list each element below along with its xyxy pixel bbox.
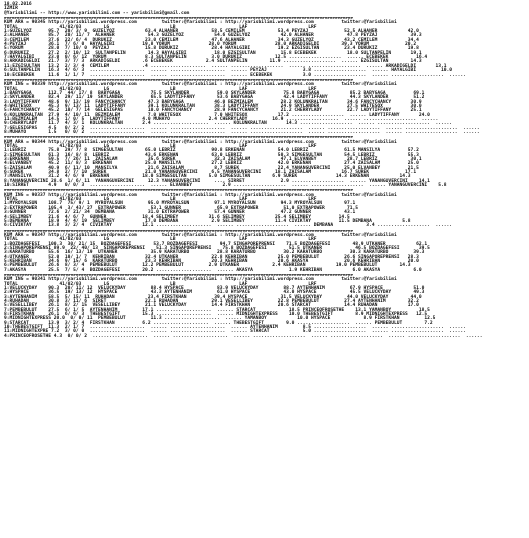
horse-row: 2:EXTRAPOWER 105.4 3/ 43/ 27 EXTRAPOWER 53.1 GUNNER 65.9 EXTRAPOWER 51.0 EXTRAPOWER 71.5	[4, 205, 359, 211]
horse-row: 8:ARKADIGELDI 21.7 3/ 7/ 3 ARKADIGELDI .6 ECEBEKEK 2.4 SULTANPELIN 11.9 ................... ...... EZGISULTAN 14.3	[4, 59, 422, 65]
horse-row: 3:CEMILEM 37.6 22/ 6/ 4 DURUKIZ 23.0 CEMILEM 47.6 ALHANER 34.3 GUZELYOZ 43.2 CEMILEM 34.4	[4, 37, 419, 43]
horse-row: 3:ERKENAN 59.5 7/ 26/ 11 ZAISALAM 35.6 SUREK 32.3 ZAISALAM 47.1 ELVANBEY 28.7 LEBRIZ 30.1	[4, 157, 422, 163]
horse-row: 4:PRINCEOFROSETHE 4.3 0/ 0/ 2 .................... ...... .................... ...... ................... ...... ................... ...... ................... ......	[4, 333, 483, 339]
horse-row: 3:AYTENHANIM 58.5 5/ 15/ 11 RUHADAN 23.4 FIRSTKHAN 39.4 HYSPACE 31.5 VELUCKYDAY 44.0 VELUCKYDAY 44.0	[4, 294, 422, 300]
race-section	[4, 79, 525, 135]
horse-row: 4:RUHADAN 30.8 3/ 11/ 6 SIRET 22.1 RUHADAN 29.1 VESELLIBEY 22.8 PEMBEBULUT 27.4 AYTENHANIM 32.2	[4, 299, 419, 305]
race-header: KUM ARA = 90347 http://yarisbilimi.wordpress.com twitter:@Yarisbilimi : http://yarisbilimi.wordpress.com twitter:@Yarisbilimi	[4, 232, 397, 238]
horse-row: 1:LEBRIZ 75.8 29/ 7/ 8 SIMGESULTAN 65.0 LEBRIZ 90.8 ERKENAN 54.0 LEBRIZ 61.5 MANSILYA 57.2	[4, 148, 419, 154]
race-header: KUM ARA = 90344 http://yarisbilimi.wordpress.com twitter:@Yarisbilimi : http://yarisbilimi.wordpress.com twitter:@Yarisbilimi	[4, 139, 397, 145]
horse-row: 3:KARATURBO 55.6 16/ 13/ 19 UTKANER 35.9 KARATURBO 28.8 KARATURBO 30.2 KARATURBO 30.3 KARATURBO 39.3	[4, 250, 425, 256]
horse-row: 2:SIMGESULTAN 61.3 16/ 8/ 8 LEBRIZ 43.6 ERKENAN 63.0 LEBRIZ 50.3 SIMGESULTAN 54.5 LEBRIZ 55.3	[4, 152, 419, 158]
horse-row: 8:MUHAYO 1.5 0/ 0/ 2 .................... ...... .................... ...... ................... ...... ................... ...... ................... ......	[4, 129, 480, 135]
horse-row: 10:SIRRET 4.9 0/ 0/ 3 .................... ...... ELVANBEY 2.9 ................... ...... ................... ...... YANANGUVERCINI 5.8	[4, 183, 447, 189]
section-separator: ########################################################################################################################################	[4, 17, 353, 22]
horse-row: 4:UTKANER 52.0 10/ 1/ 7 KEHRIBAN 32.4 UTKANER 22.8 KEHRIBAN 25.0 PEMBEBULUT 26.6 SINGAPOREPRENSI 28.3	[4, 254, 419, 260]
horse-row: 2:ALHANER 85.7 20/ 11/ 7 ALHANER 54.3 GUZELYOZ 54.6 GUZELYOZ 42.0 ALHANER 47.8 PEYZAJ 39.3	[4, 33, 422, 39]
column-header: TOTAL 41/02/03 LG LB LAF LRF	[4, 86, 317, 92]
horse-row: 1:BABYGAGA 112.7 44/ 17/ 8 BABYGAGA 75.5 SKYLANDER 59.0 SKYLANDER 75.8 BABYGAGA 85.2 BABYGAGA 69.1	[4, 90, 425, 96]
horse-row: 11:BEZMIALEM 14.5 1/ 0/ 5 LADYTIFFANY 4.0 MUHAYO 2.4 CHERRYLADY 16.9 ................... ...... ................... ......	[4, 116, 439, 122]
report-date: 18.02.2016	[4, 2, 32, 7]
horse-row: 2:HYSPACE 36.5 19/ 13/ 12 HYSPACE 43.3 AYTENHANIM 61.0 HYSPACE 43.0 HYSPACE 45.5 VELUCKYDAY 49.3	[4, 290, 425, 296]
race-header: KUM ING = 90337 http://yarisbilimi.wordpress.com twitter:@Yarisbilimi : http://yarisbilimi.wordpress.com twitter:@Yarisbilimi	[4, 192, 397, 198]
horse-row: 4:WHITESOX 45.3 9/ 13/ 11 LADYTIFFANY 39.1 KOLUNKRALTAN 38.3 LADYTIFFANY 24.9 SKYLANDER 27.5 WHITESOX 30.0	[4, 103, 422, 109]
horse-row: 4:PEYZAJ 36.1 7/ 6/ 0 HAYALGIBI 19.8 YORUM 28.0 YORUM 28.0 ARKADIGELDI 39.3 YORUM 20.2	[4, 42, 417, 48]
horse-row: 3:LADYTIFFANY 48.6 9/ 13/ 19 FANCYCHANCY 47.3 BABYGAGA 46.0 BEZMIALEM 28.2 KOLUNKRALTAN 34.6 FANCYCHANCY 30.9	[4, 99, 422, 105]
horse-row: 5:VESELLIBEY 26.1 8/ 2/ 15 VESELLIBEY 21.1 VELUCKYDAY 14.4 FIRSTKHAN 20.6 STARCAT 14.4 RUHADAN 17.0	[4, 303, 419, 309]
horse-row: 2:SINGAPOREPRENSI 89.9 22/ 40/ 13 SINGAPOREPRENSI 51.3 SINGAPOREPRENSI 75.8 BOZDAGEFESI 51.5 UTKANER 46.5 BOZDAGEFESI 39.5	[4, 245, 430, 251]
column-header: TOTAL 41/02/03 LG LB LAF LRF	[4, 197, 317, 203]
race-section	[4, 17, 525, 78]
race-section	[4, 189, 525, 228]
horse-row: 10:ECEBEKEK 11.6 1/ 1/ 7 .................... ...... .................... ...... ECEBEKEK 3.0 ................... ...... ................... ......	[4, 72, 466, 78]
column-header: TOTAL 41/02/03 LG LB LAF LRF	[4, 144, 317, 149]
race-header: KUM ARA = 90345 http://yarisbilimi.wordpress.com twitter:@Yarisbilimi : http://yarisbilimi.wordpress.com twitter:@Yarisbilimi	[4, 20, 397, 26]
horse-row: 6:PEMBEBULUT 26.6 8/ 3/ 4 PEMBEBULUT 12.2 PEMBEBULUT 2.9 UTKANER 2.4 KEHRIBAN 19.0 PEMBEBULUT 14.3	[4, 263, 411, 269]
horse-row: 5:KEHRIBAN 34.6 9/ 15/ 6 KARATURBO 23.3 KEHRIBAN 20.3 KEHRIBAN 20.6 AKASYA 20.6 KEHRIBAN 20.0	[4, 258, 419, 264]
horse-row: 5:DEMBANA 18.9 4/ 4/ 19 SELIMBEY 17.0 DEMBANA 2.9 SELIMBEY 11.4 CIVIKTAY 11.5 DEMBANA 5.8	[4, 218, 411, 224]
horse-row: 2:SKYLANDER 82.4 29/ 11/ 19 SKYLANDER 65.5 LADYTIFFANY 53.6 BABYGAGA 42.4 LADYTIFFANY 44.3 SKYLANDER 51.2	[4, 95, 425, 101]
horse-row: 1:VELUCKYDAY 90.3 20/ 11/ 12 VELUCKYDAY 88.4 HYSPACE 83.9 VELUCKYDAY 88.7 AYTENHANIM 67.9 HYSPACE 51.0	[4, 286, 425, 291]
horse-row: 4:ELVANBEY 45.2 11/ 8/ 3 ERKENAN 25.0 MANSILYA 27.2 LEBRIZ 42.0 ERKENAN 27.4 ZAISALAM 25.0	[4, 161, 419, 167]
race-header: KUM ING = 90341 http://yarisbilimi.wordpress.com twitter:@Yarisbilimi : http://yarisbilimi.wordpress.com twitter:@Yarisbilimi	[4, 277, 397, 283]
horse-row: 5:ZAISALAM 40.9 6/ 11/ 10 MANSILYA 21.6 ZAISALAM 8.7 SUREK 22.4 YANANGUVERCINI 25.0 ELVANBEY 21.5	[4, 165, 419, 171]
horse-row: 4:SELIMBEY 21.6 4/ 6/ 7 GUNNER 18.4 SELIMBEY 31.6 SELIMBEY 25.4 SELIMBEY 14.5	[4, 214, 350, 220]
horse-row: 9:MIDNIGHTEXPRESS 20.0 0/ 0/ 11 PEMBEBULUT 11.3 .................... ...... YAMANBOY 10.0 HYSPACE 8.9 FIRSTKHAN 12.5	[4, 316, 436, 322]
horse-row: 10:THEBESTGIFT 11.3 2/ 1/ 7 .................... ...... .................... ...... AYTENHANIM 8.5 ................... ...... ................... ......	[4, 325, 466, 331]
horse-row: 7:PEMBEBULUT 27.5 6/ 1/ 5 AYTENHANIM 17.1 .................... ...... STARCAT 18.5 PRINCEOFROSETHE 13.1 YAMANBOY 18.5	[4, 307, 430, 313]
race-sections	[4, 17, 525, 339]
race-section	[4, 230, 525, 273]
horse-row: 7:AKASYA 25.5 7/ 5/ 4 BOZDAGEFESI 20.2 .................... ...... AKASYA 1.9 KEHRIBAN 6.0 AKASYA 6.0	[4, 267, 422, 273]
horse-row: 7:HAYALGIBI 23.0 0/ 6/ 12 YORUM 8.3 SULTANPELIN 3.0 DURUKIZ 12.5 ................... ...... ECEBEKEK 16.4	[4, 55, 428, 61]
race-section	[4, 136, 525, 188]
section-separator: ########################################################################################################################################	[4, 273, 353, 278]
horse-row: 11:EZGISULTAN 13.2 2/ 3/ 4 CEMILEM .4 .................... ...... ................... ...... ................... ...... ARKADIGELDI 13.1	[4, 63, 447, 69]
horse-row: 8:YANANGUVERCINI 28.6 1/ 6/ 11 YANANGUVERCINI 12.3 YANANGUVERCINI .... SIRRET 2.9 ................... ...... YANANGUVERCINI 14.1	[4, 178, 430, 184]
column-header: TOTAL 41/02/03 LG LB LAF LRF	[4, 24, 317, 30]
horse-row: 7:MANSILYA 31.2 4/ 6/ 9 ERKENAN 18.0 SIMGESULTAN 5.0 SIMGESULTAN 6.9 SUREK 14.3 ERKENAN 14.3	[4, 174, 411, 180]
horse-row: 1:MYROYALSUN 108.7 75/ 9/ 1 MYROYALSUN 95.0 MYROYALSUN 97.1 MYROYALSUN 94.3 MYROYALSUN 97.1	[4, 201, 356, 207]
horse-row: 6:DURUKIZ 27.2 2/ 10/ 12 SULTANPELIN 14.3 HAYALGIBI 18.0 EZGISULTAN 15.8 ECEBEKEK 18.0 SULTANPELIN 19.1	[4, 50, 422, 56]
race-section	[4, 274, 525, 339]
horse-row: 6:KOLUNKRALTAN 27.9 4/ 10/ 11 BEZMIALEM 7.0 WHITESOX 7.0 WHITESOX 17.2 ................... ...... LADYTIFFANY 24.0	[4, 112, 430, 118]
horse-row: 11:MIDNIGHTEXPRE 7.2 3/ 0/ 0 .................... ...... .................... ...... STARCAT 5.0 ................... ...... ................... ......	[4, 329, 466, 335]
column-header: TOTAL 41/02/03 LG LB LAF LRF	[4, 281, 317, 287]
horse-row: 6:SULTANPELIN 16.3 4/ 6/ 3 .................... ...... .................... ...... PEYZAJ 3.8 ................... ...... HAYALGIBI 10.0	[4, 68, 453, 74]
section-separator: ########################################################################################################################################	[4, 189, 353, 194]
column-header: TOTAL 41/02/03 LG LB LAF LRF	[4, 237, 317, 243]
horse-row: 9:CHERRYLADY 11.7 4/ 3/ 1 KOLUNKRALTAN 2.4 .................... ...... KOLUNKRALTAN 14.3 ................... ...... ................... ......	[4, 121, 453, 127]
section-separator: ########################################################################################################################################	[4, 78, 353, 83]
section-separator: ########################################################################################################################################	[4, 136, 353, 141]
horse-row: 1:BOZDAGEFESI 100.3 30/ 21/ 15 BOZDAGEFESI 53.7 BOZDAGEFESI 94.7 SINGAPOREPRENSI 71.5 BOZDAGEFESI 48.9 UTKANER 62.1	[4, 241, 428, 247]
report-city: IZMIR	[4, 6, 18, 12]
horse-row: 5:YORUM 28.0 7/ 10/ 0 PEYZAJ 15.8 DURUKIZ 28.4 HAYALGIBI 19.2 EZGISULTAN 23.4 DURUKIZ 19.8	[4, 46, 419, 52]
horse-row: 8:FIRSTKHAN 26.1 6/ 6/ 3 THEBESTGIFT 15.3 .................... ...... MIDNIGHTEXPRESS 10.0 THEBESTGIFT 8.9 MIDNIGHTEXPRESS 12.5	[4, 312, 428, 318]
horse-row: 3:GUNNER 72.6 2/ 21/ 34 DEMBANA 31.0 EXTRAPOWER 57.4 GUNNER 47.2 GUNNER 43.1	[4, 210, 356, 216]
horse-row: 6:CIVIKTAY 13.8 3/ 2/ 4 CIVIKTAY 12.1 .................... ...... ................... ...... DEMBANA 3.4 ................... ......	[4, 223, 453, 229]
horse-row: 5:FANCYCHANCY 45.2 10/ 7/ 14 GELESIGPAS 10.0 FANCYCHANCY 28.9 FANCYCHANCY 21.2 CHERRYLADY 22.7 LADYTIFFANY 25.1	[4, 108, 422, 114]
horse-row: 1:GUZELYOZ 95.7 20/ 3/ 9 GUZELYOZ 63.4 ALHANER 58.5 CEMILEM 53.4 PEYZAJ 52.5 ALHANER 42.0	[4, 29, 419, 35]
horse-row: 6:SUREK 34.8 2/ 7/ 10 SUREK 21.0 YANANGUVERCINI 6.5 YANANGUVERCINI 18.1 ZAISALAM 16.7 SUREK 17.1	[4, 170, 417, 176]
horse-row: 7:GELESIGPAS 4.5 0/ 2/ 2 .................... ...... .................... ...... ................... ...... ................... ...... ................... ......	[4, 125, 480, 131]
section-separator: ########################################################################################################################################	[4, 229, 353, 234]
race-header: KUM ING = 90339 http://yarisbilimi.wordpress.com twitter:@Yarisbilimi : http://yarisbilimi.wordpress.com twitter:@Yarisbilimi	[4, 82, 397, 88]
horse-row: 9:STARCAT 13.9 3/ 2/ 4 FIRSTKHAN 6.2 .................... ...... THEBESTGIFT 9.0 ................... ...... PEMBEBULUT 7.2	[4, 320, 433, 326]
report-credit: @Yarisbilimi -- http://www.yarisbilimi.com -- yarisbilimi@gmail.com	[4, 10, 190, 16]
